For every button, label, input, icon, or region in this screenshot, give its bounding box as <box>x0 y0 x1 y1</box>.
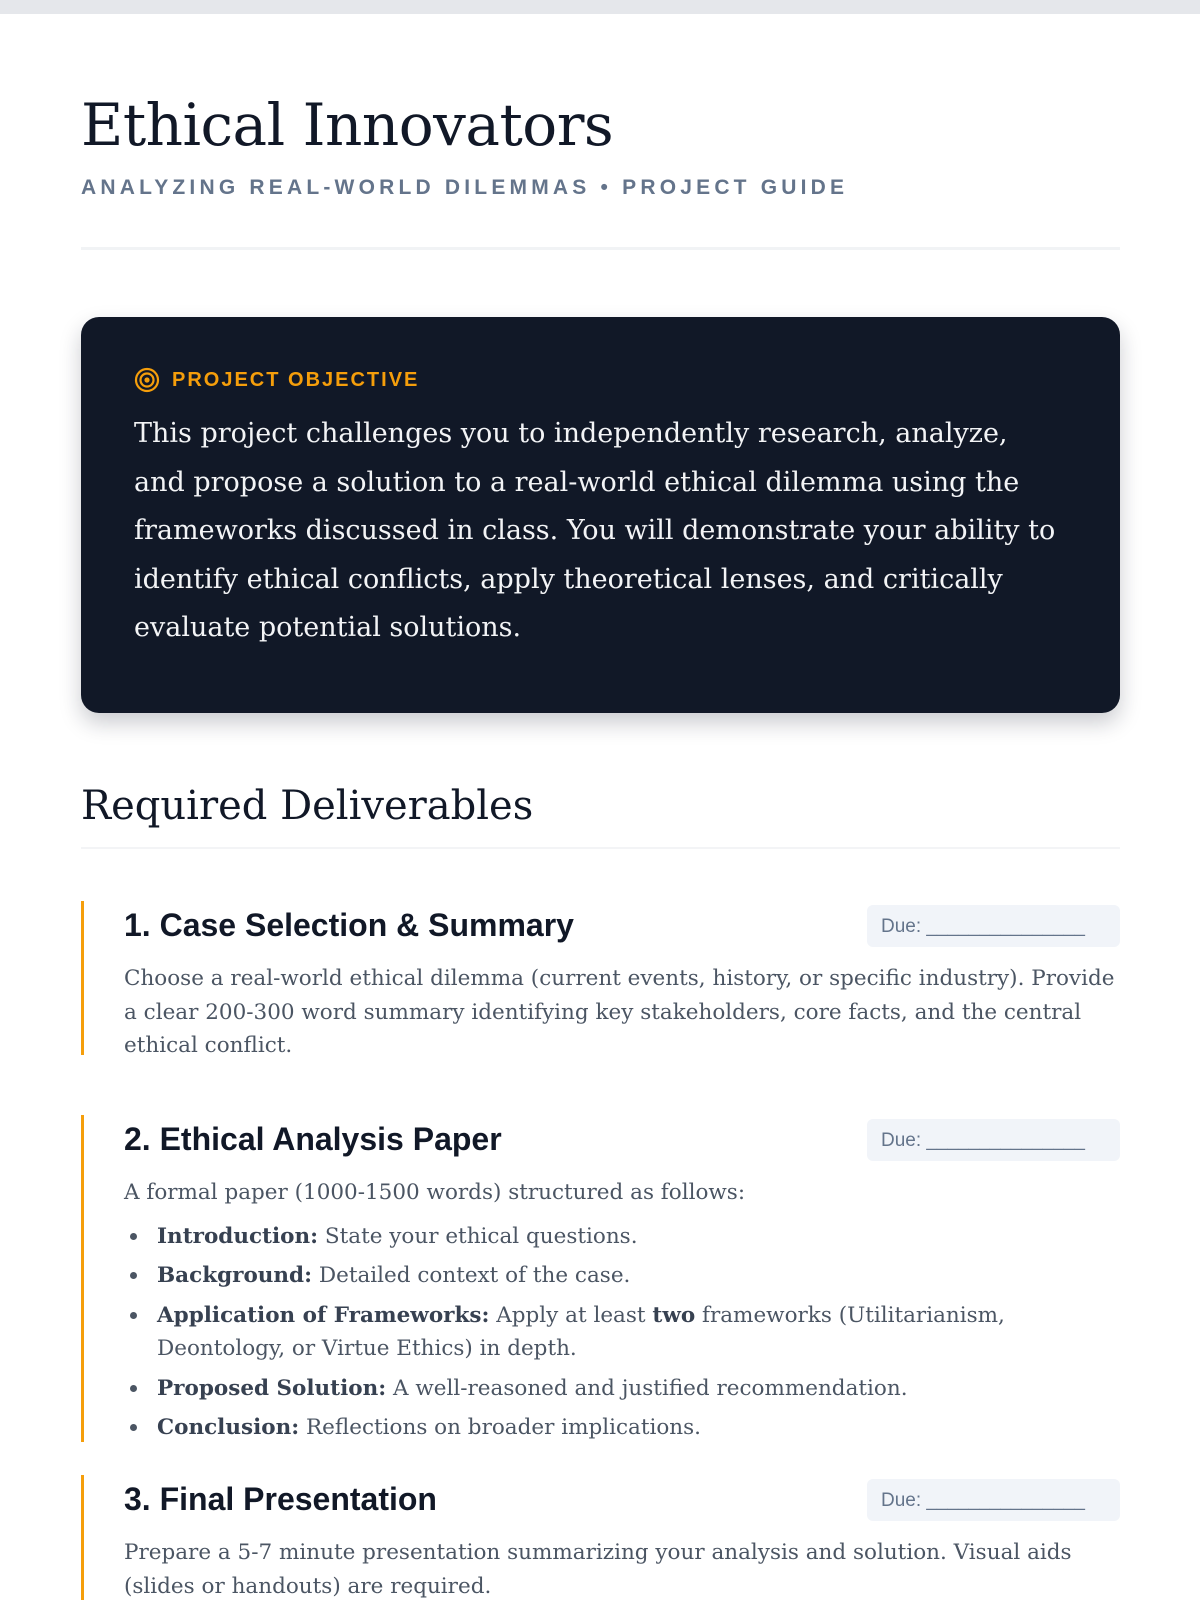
bullet-icon <box>130 1424 137 1431</box>
target-icon <box>134 367 160 393</box>
list-item <box>124 1299 1120 1366</box>
deliverable-case-selection <box>81 901 1120 1058</box>
deliverable-header <box>124 1115 1120 1163</box>
deliverable-description: Choose a real-world ethical dilemma (current events, history, or specific industry). Provide a clear 200-300 word summary identifying key stakeholders, core facts, and the central ethical conflict. <box>124 966 1115 1058</box>
item-text: frameworks (Utilitarianism, Deontology, or Virtue Ethics) in depth. <box>157 1302 1005 1361</box>
list-item <box>124 1259 1120 1293</box>
paper-structure-list <box>124 1220 1120 1445</box>
deliverable-title: 2. Ethical Analysis Paper <box>124 1121 502 1157</box>
deliverable-description: Prepare a 5-7 minute presentation summarizing your analysis and solution. Visual aids (slides or handouts) are required. <box>124 1540 1072 1599</box>
deliverable-title: 3. Final Presentation <box>124 1481 437 1517</box>
list-item <box>124 1411 1120 1445</box>
header-divider <box>81 247 1120 250</box>
deliverables-heading: Required Deliverables <box>81 783 534 829</box>
deliverable-final-presentation <box>81 1475 1120 1600</box>
due-date-field[interactable]: Due: _______________ <box>867 1479 1120 1521</box>
list-item <box>124 1220 1120 1254</box>
page-subtitle: ANALYZING REAL-WORLD DILEMMAS • PROJECT GUIDE <box>81 176 849 199</box>
bullet-icon <box>130 1385 137 1392</box>
page-title: Ethical Innovators <box>81 91 614 159</box>
deliverable-header <box>124 901 1120 949</box>
deliverable-description: A formal paper (1000-1500 words) structured as follows: <box>124 1180 746 1205</box>
item-label: Application of Frameworks: <box>157 1302 490 1328</box>
item-label: Proposed Solution: <box>157 1375 387 1401</box>
item-text-before: Apply at least <box>489 1302 653 1328</box>
due-date-field[interactable]: Due: _______________ <box>867 905 1120 947</box>
due-date-field[interactable]: Due: _______________ <box>867 1119 1120 1161</box>
item-text: Detailed context of the case. <box>312 1263 631 1288</box>
list-item <box>124 1372 1120 1406</box>
item-emphasis: two <box>652 1302 696 1328</box>
item-text: A well-reasoned and justified recommendation. <box>386 1375 908 1401</box>
item-text: Reflections on broader implications. <box>299 1415 702 1440</box>
objective-label: PROJECT OBJECTIVE <box>172 368 420 391</box>
bullet-icon <box>130 1312 137 1319</box>
project-objective-card <box>81 317 1120 713</box>
deliverables-divider <box>81 847 1120 849</box>
objective-text: This project challenges you to independently research, analyze, and propose a solution to a real-world ethical dilemma using the frameworks discussed in class. You will demonstrate your ability to identify ethical conflicts, apply theoretical lenses, and critically evaluate potential solutions. <box>134 418 1056 643</box>
item-label: Background: <box>157 1263 313 1288</box>
bullet-icon <box>130 1233 137 1240</box>
bullet-icon <box>130 1272 137 1279</box>
deliverable-analysis-paper <box>81 1115 1120 1442</box>
objective-header <box>134 365 1068 395</box>
item-label: Introduction: <box>157 1223 319 1249</box>
deliverable-header <box>124 1475 1120 1523</box>
item-label: Conclusion: <box>157 1415 300 1440</box>
item-text: State your ethical questions. <box>318 1223 638 1249</box>
deliverable-title: 1. Case Selection & Summary <box>124 907 574 943</box>
top-bar <box>0 0 1200 14</box>
